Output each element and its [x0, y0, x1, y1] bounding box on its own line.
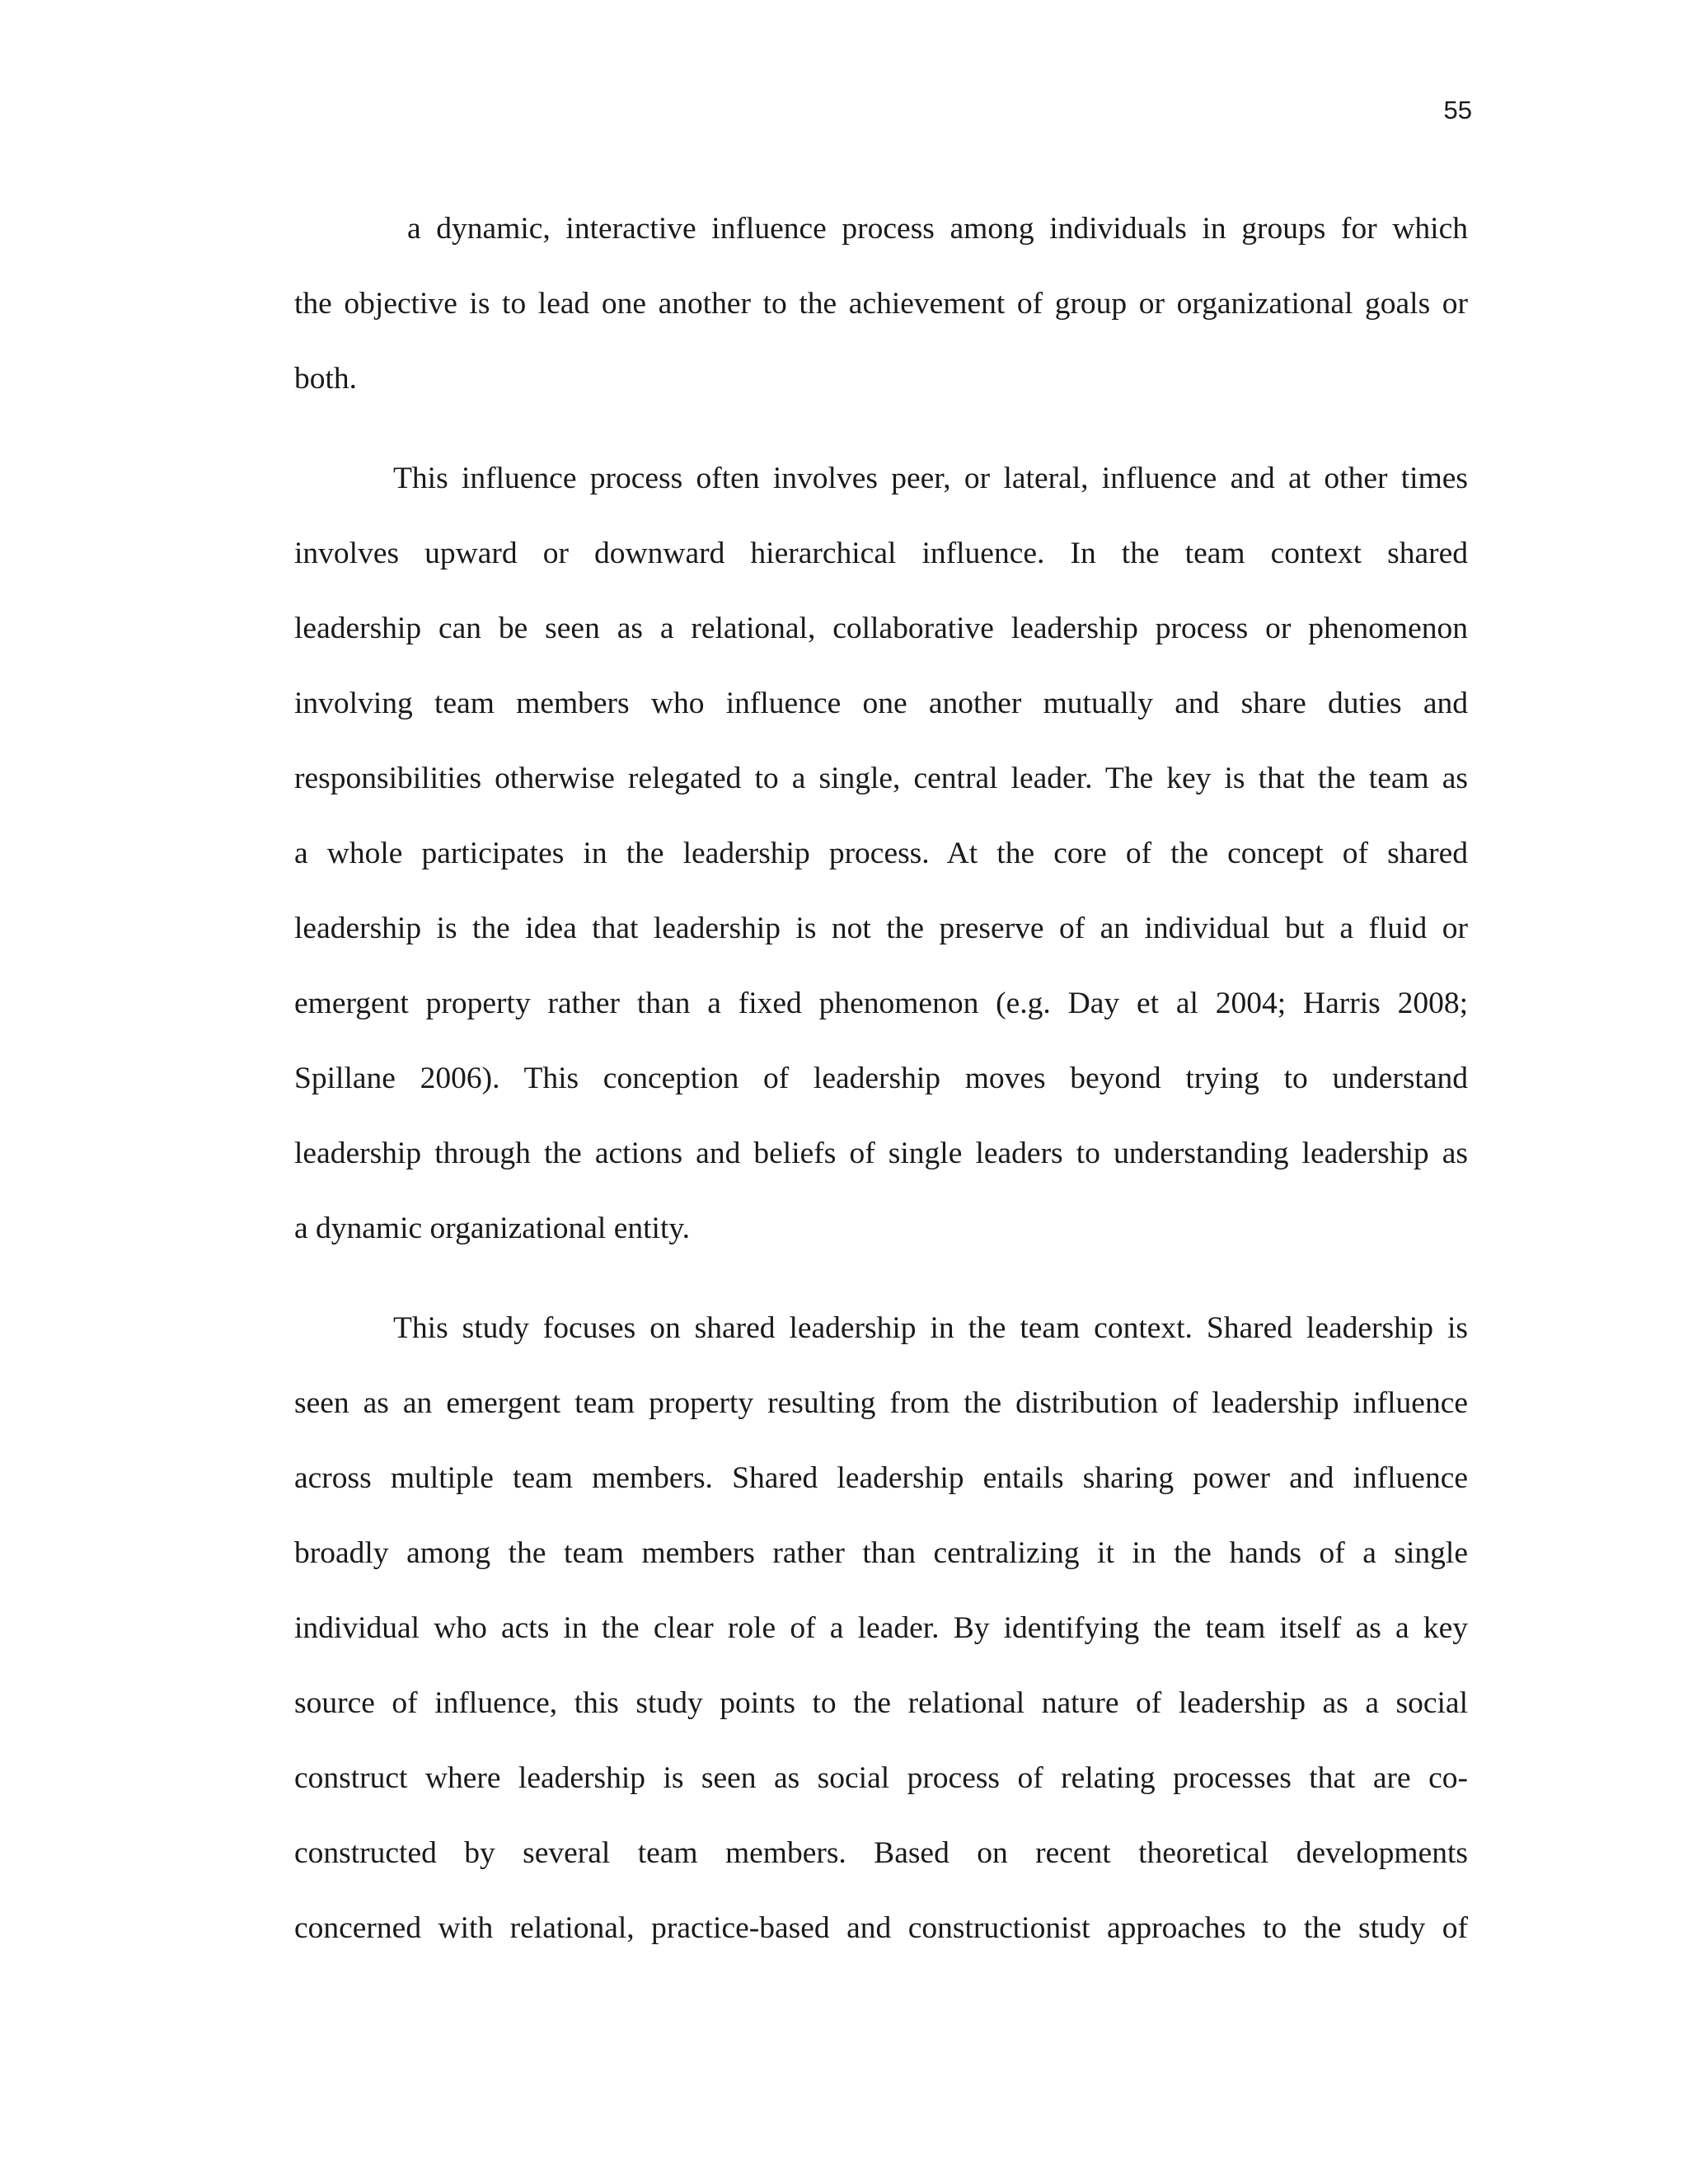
page-number: 55 [1443, 96, 1472, 124]
block-quote [294, 191, 1468, 416]
text-line: involving team members who influence one another mutually and share duties and [294, 687, 1468, 720]
text-line: constructed by several team members. Based on recent theoretical developments [294, 1836, 1468, 1870]
text-line: the objective is to lead one another to the achievement of group or organizational goals or [294, 287, 1468, 321]
text-line: individual who acts in the clear role of a leader. By identifying the team itself as a key [294, 1611, 1468, 1645]
paragraph-1 [294, 441, 1468, 1266]
text-line: emergent property rather than a fixed phenomenon (e.g. Day et al 2004; Harris 2008; [294, 987, 1468, 1020]
text-line: broadly among the team members rather than centralizing it in the hands of a single [294, 1536, 1468, 1570]
body-text [294, 191, 1468, 1966]
text-line: This influence process often involves peer, or lateral, influence and at other times [393, 462, 1468, 495]
text-line: a dynamic, interactive influence process among individuals in groups for which [407, 212, 1468, 246]
text-line: leadership is the idea that leadership is not the preserve of an individual but a fluid or [294, 912, 1468, 945]
text-line: involves upward or downward hierarchical influence. In the team context shared [294, 537, 1468, 570]
paragraph-2 [294, 1291, 1468, 1966]
text-line: leadership can be seen as a relational, collaborative leadership process or phenomenon [294, 612, 1468, 645]
text-line: a dynamic organizational entity. [294, 1212, 691, 1245]
text-line: a whole participates in the leadership process. At the core of the concept of shared [294, 837, 1468, 870]
text-line: both. [294, 362, 358, 396]
text-line: concerned with relational, practice-based and constructionist approaches to the study of [294, 1911, 1468, 1945]
text-line: responsibilities otherwise relegated to a single, central leader. The key is that the team as [294, 762, 1468, 795]
text-line: construct where leadership is seen as social process of relating processes that are co- [294, 1761, 1468, 1795]
text-line: This study focuses on shared leadership in the team context. Shared leadership is [393, 1311, 1468, 1345]
text-line: Spillane 2006). This conception of leadership moves beyond trying to understand [294, 1062, 1468, 1095]
paragraph-gap [294, 1266, 1468, 1291]
text-line: source of influence, this study points to the relational nature of leadership as a social [294, 1686, 1468, 1720]
text-line: leadership through the actions and beliefs of single leaders to understanding leadership as [294, 1137, 1468, 1170]
text-line: seen as an emergent team property resulting from the distribution of leadership influence [294, 1386, 1468, 1420]
paragraph-gap [294, 416, 1468, 441]
text-line: across multiple team members. Shared leadership entails sharing power and influence [294, 1461, 1468, 1495]
